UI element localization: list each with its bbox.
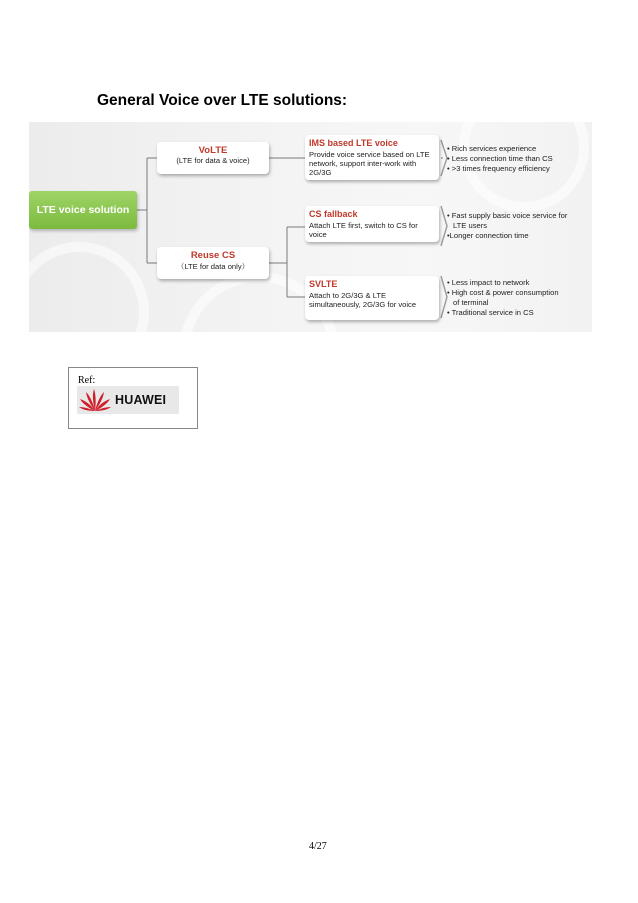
- huawei-logo-text: HUAWEI: [115, 393, 167, 407]
- page-heading: General Voice over LTE solutions:: [97, 92, 348, 109]
- csfb-desc: Attach LTE first, switch to CS for voice: [309, 220, 418, 240]
- bullet: •Longer connection time: [447, 230, 529, 240]
- lte-voice-solution-box: LTE voice solution: [29, 191, 137, 229]
- volte-box: [157, 142, 269, 174]
- svlte-desc: Attach to 2G/3G & LTE simultaneously, 2G/3G for voice: [309, 290, 417, 310]
- svlte-box: [305, 276, 439, 320]
- bullet: LTE users: [453, 220, 488, 230]
- bullet: • Traditional service in CS: [447, 307, 534, 317]
- volte-title: VoLTE: [198, 145, 228, 156]
- bullet: • Fast supply basic voice service for: [447, 211, 568, 220]
- csfb-bullets: [447, 211, 567, 241]
- cs-fallback-box: [305, 206, 439, 242]
- reuse-cs-title: Reuse CS: [190, 250, 236, 261]
- volte-desc: (LTE for data & voice): [176, 156, 250, 165]
- bullet: • Rich services experience: [447, 144, 537, 153]
- ims-desc: Provide voice service based on LTE network, support inter-work with 2G/3G: [309, 149, 430, 178]
- reuse-cs-box: [157, 247, 269, 279]
- svlte-title: SVLTE: [309, 279, 338, 289]
- bullet: • Less impact to network: [447, 278, 530, 287]
- bullet: • Less connection time than CS: [447, 153, 553, 163]
- svlte-bullets: [447, 278, 559, 317]
- ims-title: IMS based LTE voice: [309, 138, 398, 148]
- bullet: • High cost & power consumption: [447, 287, 559, 297]
- page-number: 4/27: [309, 841, 327, 852]
- bullet: of terminal: [453, 297, 489, 307]
- ims-lte-voice-box: [305, 135, 439, 180]
- reference-box: [68, 367, 198, 429]
- ims-bullets: [447, 144, 553, 174]
- lte-voice-diagram: [29, 122, 592, 332]
- bullet: • >3 times frequency efficiency: [447, 163, 550, 173]
- huawei-logo: [77, 386, 179, 414]
- ref-label: Ref:: [78, 375, 96, 386]
- csfb-title: CS fallback: [309, 209, 358, 219]
- reuse-cs-desc: （LTE for data only）: [176, 262, 250, 271]
- huawei-petals-icon: [77, 387, 113, 413]
